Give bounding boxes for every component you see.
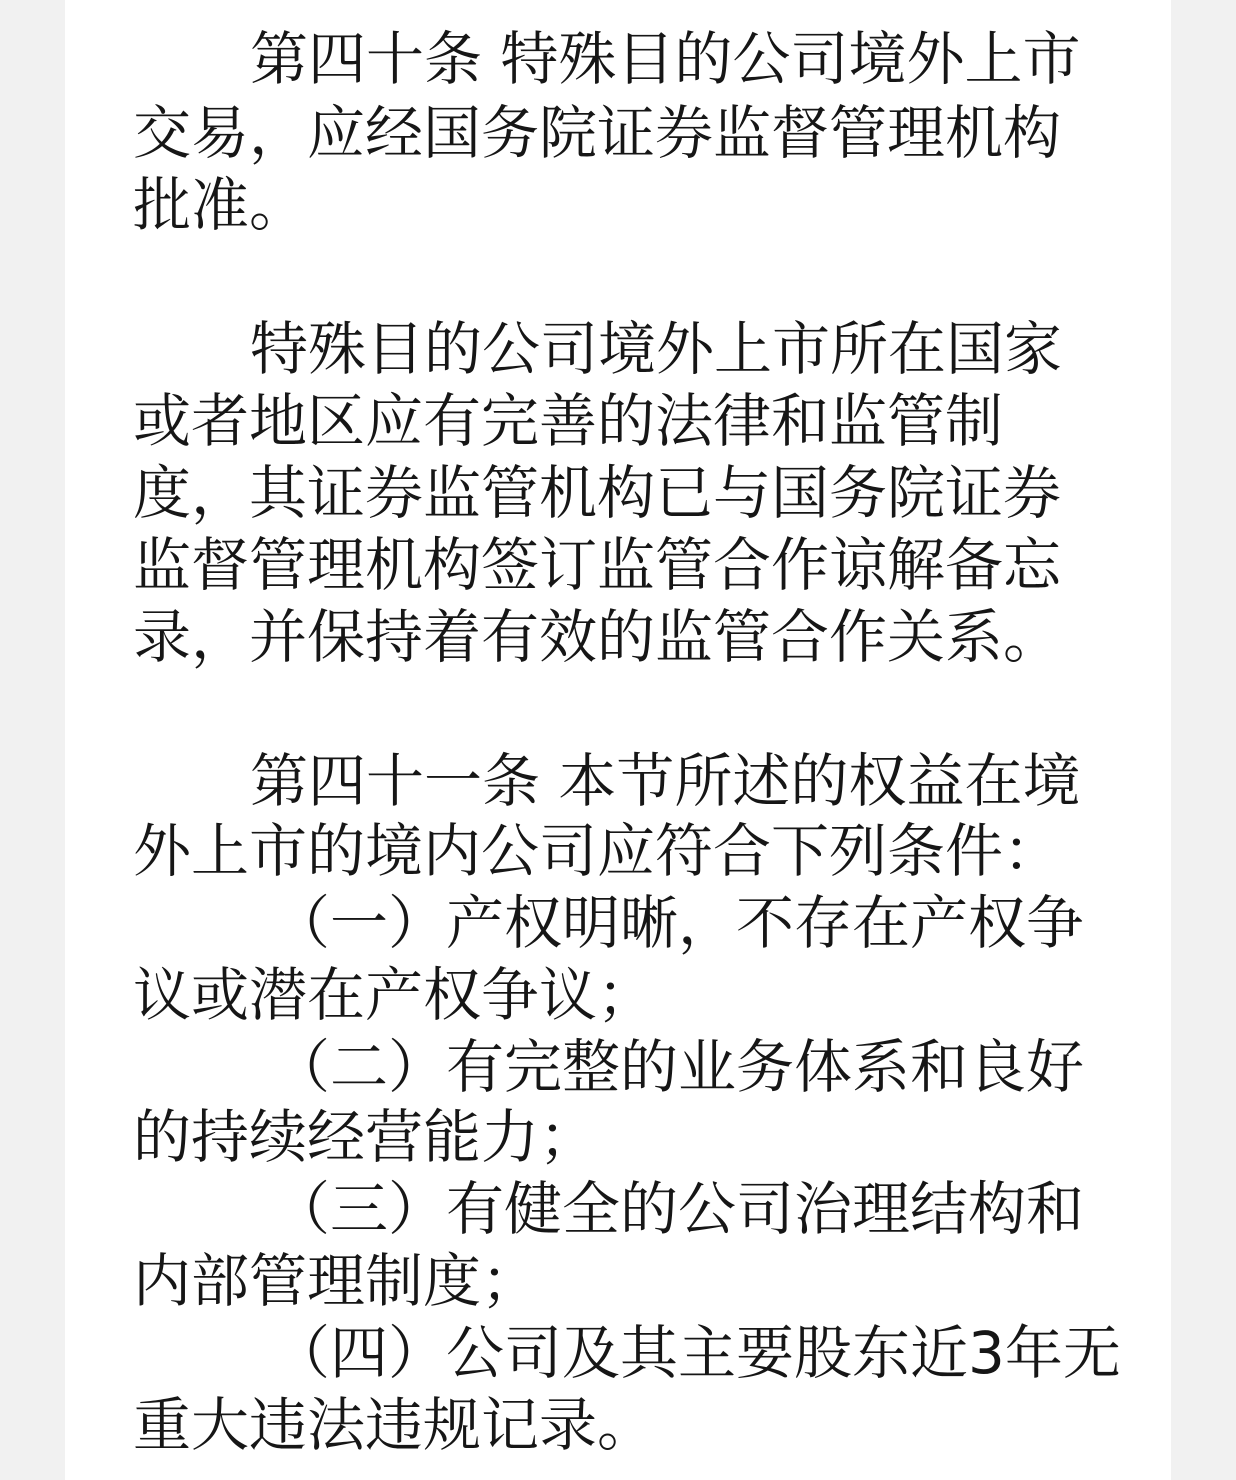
condition-4-line-1: （四）公司及其主要股东近3年无 [272, 1319, 1121, 1387]
article-40-line-2: 交易，应经国务院证券监督管理机构 [133, 99, 1062, 167]
condition-2-line-2: 的持续经营能力； [133, 1103, 598, 1171]
condition-1-line-2: 议或潜在产权争议； [133, 961, 656, 1029]
condition-3-line-2: 内部管理制度； [133, 1247, 540, 1315]
article-41-line-2: 外上市的境内公司应符合下列条件： [133, 817, 1062, 885]
article-40-para2-line-5: 录，并保持着有效的监管合作关系。 [133, 603, 1062, 671]
condition-1-line-1: （一）产权明晰，不存在产权争 [272, 889, 1085, 957]
article-40-para2-line-4: 监督管理机构签订监管合作谅解备忘 [133, 531, 1062, 599]
condition-4-line-2: 重大违法违规记录。 [133, 1391, 656, 1459]
article-40-para2-line-2: 或者地区应有完善的法律和监管制 [133, 387, 1004, 455]
article-40-line-3: 批准。 [133, 171, 308, 239]
article-40-line-1: 第四十条 特殊目的公司境外上市 [250, 25, 1081, 93]
article-41-line-1: 第四十一条 本节所述的权益在境 [250, 747, 1081, 815]
condition-2-line-1: （二）有完整的业务体系和良好 [272, 1033, 1085, 1101]
article-40-para2-line-1: 特殊目的公司境外上市所在国家 [250, 315, 1063, 383]
condition-3-line-1: （三）有健全的公司治理结构和 [272, 1175, 1085, 1243]
article-40-para2-line-3: 度，其证券监管机构已与国务院证券 [133, 459, 1062, 527]
